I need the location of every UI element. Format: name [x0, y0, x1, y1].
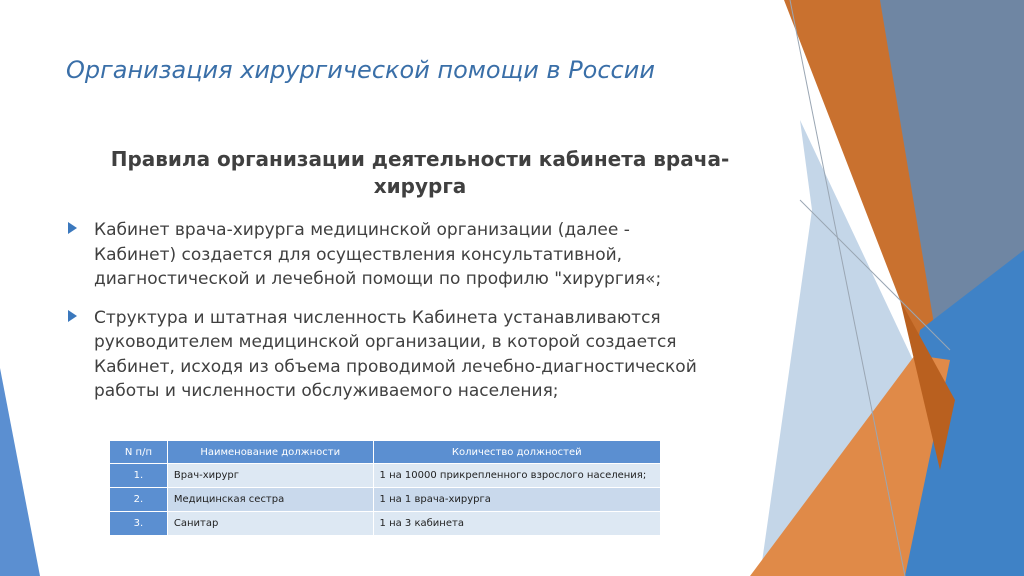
section-heading-line-2: хирурга	[373, 174, 467, 198]
bullet-line: Структура и штатная численность Кабинета устанавливаются	[94, 307, 661, 328]
table-header-cell: Наименование должности	[167, 441, 373, 464]
bullet-item	[68, 218, 768, 292]
table-row	[110, 512, 661, 536]
triangle-right-icon	[68, 310, 77, 322]
section-heading	[70, 146, 770, 200]
table-cell-number: 1.	[110, 464, 168, 488]
table-header-cell: N п/п	[110, 441, 168, 464]
table-cell-quantity: 1 на 3 кабинета	[373, 512, 660, 536]
table-cell-position: Санитар	[167, 512, 373, 536]
bullet-line: Кабинет врача-хирурга медицинской организации (далее -	[94, 220, 630, 240]
bullet-line: работы и численности обслуживаемого населения;	[94, 381, 559, 401]
table-row	[110, 464, 661, 488]
bullet-item	[68, 306, 768, 404]
left-blue-strip	[0, 368, 40, 576]
table-cell-position: Врач-хирург	[167, 464, 373, 488]
table-cell-quantity: 1 на 10000 прикрепленного взрослого населения;	[373, 464, 660, 488]
table-cell-number: 2.	[110, 488, 168, 512]
table-row	[110, 488, 661, 512]
section-heading-line-1: Правила организации деятельности кабинета врача-	[110, 147, 730, 171]
staffing-table	[109, 440, 661, 536]
table-header-row	[110, 441, 661, 464]
triangle-right-icon	[68, 222, 77, 234]
table-cell-number: 3.	[110, 512, 168, 536]
bullet-list	[68, 218, 768, 418]
bullet-line: Кабинет) создается для осуществления консультативной,	[94, 244, 623, 265]
table-cell-quantity: 1 на 1 врача-хирурга	[373, 488, 660, 512]
bullet-line: Кабинет, исходя из объема проводимой лечебно-диагностической	[94, 356, 697, 377]
slide-title: Организация хирургической помощи в России	[66, 56, 655, 84]
table-cell-position: Медицинская сестра	[167, 488, 373, 512]
bullet-line: диагностической и лечебной помощи по профилю "хирургия«;	[94, 269, 662, 289]
table-header-cell: Количество должностей	[373, 441, 660, 464]
bullet-line: руководителем медицинской организации, в которой создается	[94, 332, 677, 352]
